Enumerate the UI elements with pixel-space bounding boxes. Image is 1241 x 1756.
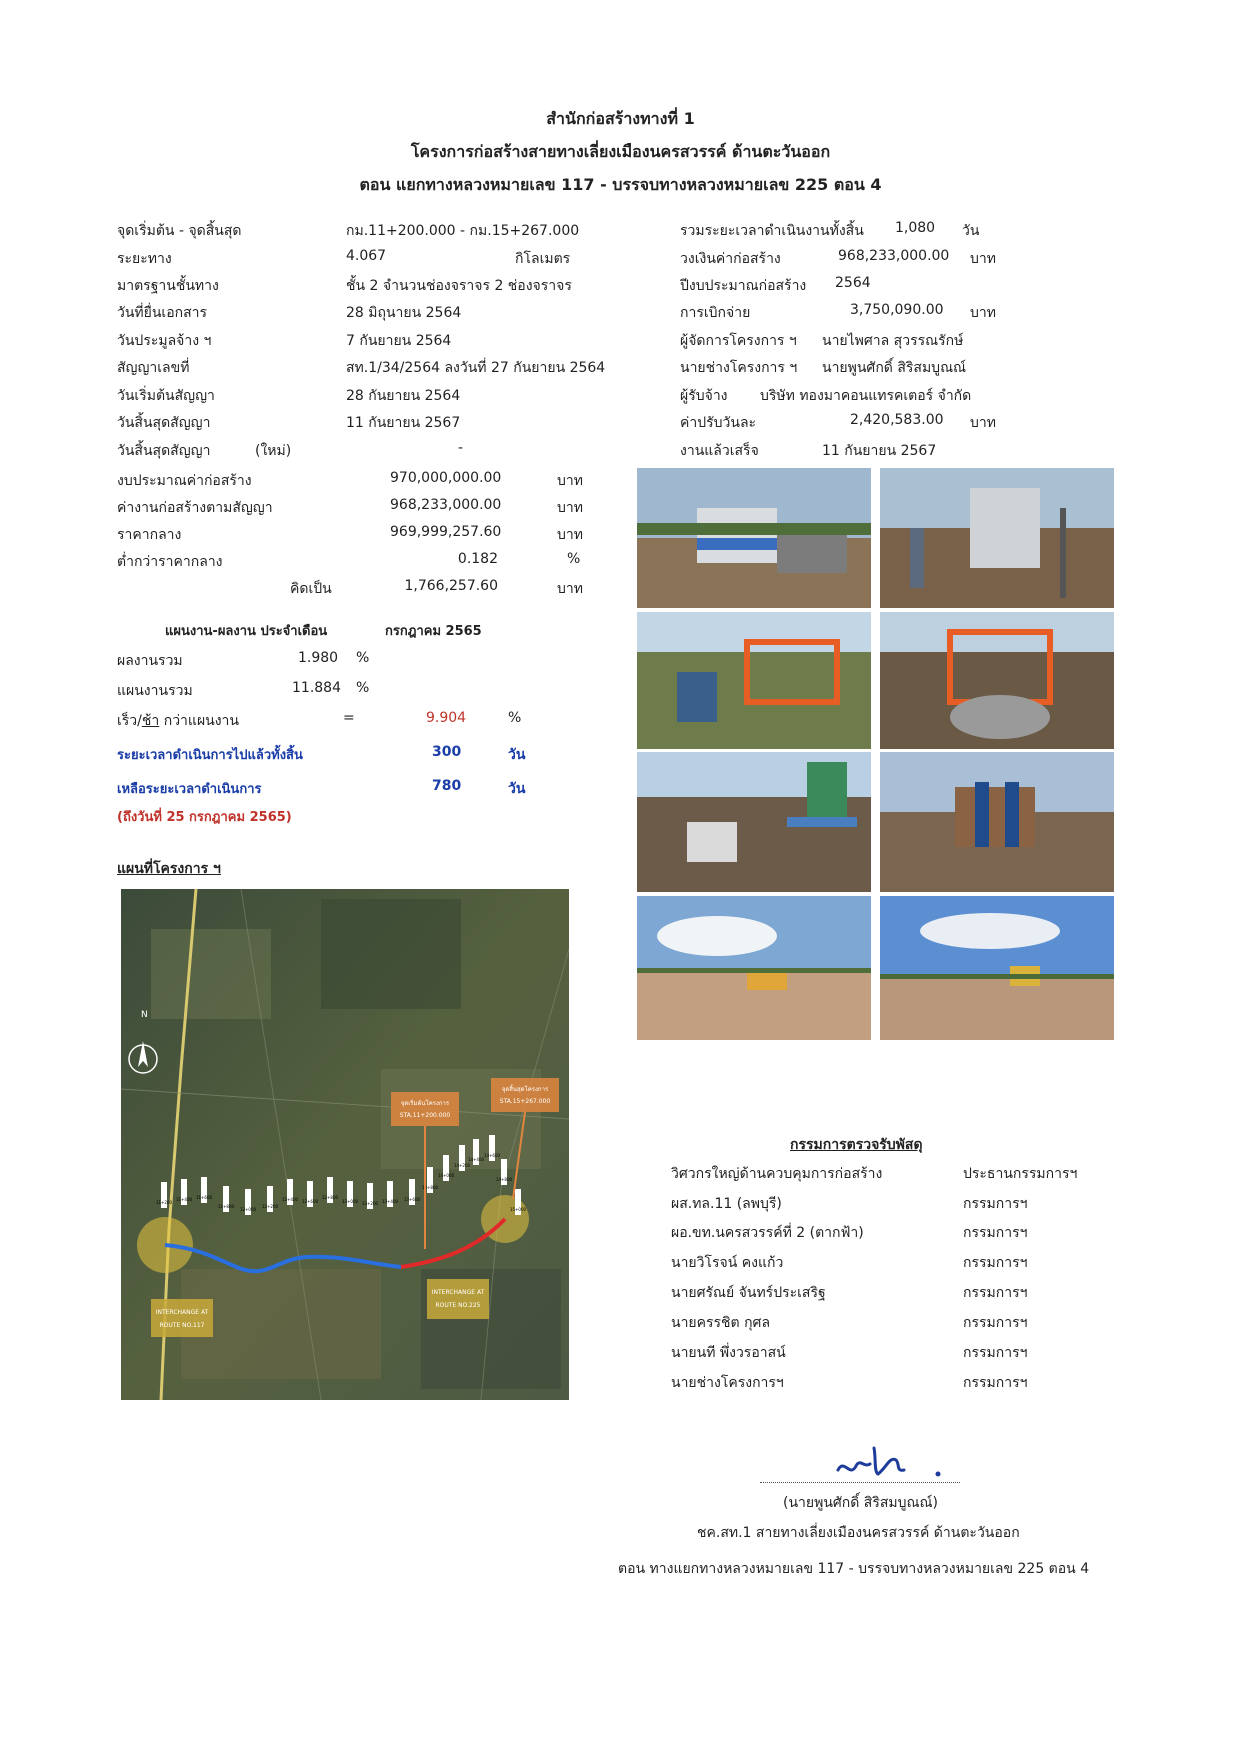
kp-label: 11+200 — [155, 1200, 173, 1205]
committee-role: กรรมการฯ — [963, 1225, 1028, 1241]
map-interchange-225-1: INTERCHANGE AT — [431, 1289, 485, 1296]
committee-member: นายศรัณย์ จันทร์ประเสริฐ — [671, 1285, 826, 1301]
kp-label: 14+400 — [467, 1157, 485, 1162]
diff-unit: % — [508, 710, 522, 726]
info-label: นายช่างโครงการ ฯ — [680, 360, 798, 376]
info-label: ปีงบประมาณก่อสร้าง — [680, 278, 807, 294]
budget-unit: บาท — [557, 473, 583, 489]
signatory-name: (นายพูนศักดิ์ สิริสมบูณณ์) — [783, 1495, 938, 1511]
kp-label: 13+600 — [403, 1197, 421, 1202]
info-value: ชั้น 2 จำนวนช่องจราจร 2 ช่องจราจร — [346, 278, 572, 294]
header-title-1: สำนักก่อสร้างทางที่ 1 — [546, 109, 695, 128]
committee-role: กรรมการฯ — [963, 1255, 1028, 1271]
info-value: 11 กันยายน 2567 — [346, 415, 461, 431]
info-value: นายไพศาล สุวรรณรักษ์ — [822, 333, 964, 349]
budget-value: 968,233,000.00 — [390, 497, 502, 513]
as-of-date: (ถึงวันที่ 25 กรกฎาคม 2565) — [117, 810, 292, 825]
info-value: นายพูนศักดิ์ สิริสมบูณณ์ — [822, 360, 967, 376]
info-label-new: (ใหม่) — [255, 443, 292, 459]
progress-month: กรกฎาคม 2565 — [385, 624, 482, 639]
info-unit: วัน — [962, 223, 980, 239]
info-label: ค่าปรับวันละ — [680, 415, 757, 431]
info-value: 7 กันยายน 2564 — [346, 333, 452, 349]
info-label: วันที่ยื่นเอกสาร — [117, 305, 208, 321]
info-value: 11 กันยายน 2567 — [822, 443, 937, 459]
kp-label: 14+000 — [437, 1173, 455, 1178]
budget-label: ราคากลาง — [117, 527, 182, 543]
kp-label: 14+600 — [483, 1153, 501, 1158]
info-value: บริษัท ทองมาคอนแทรคเตอร์ จำกัด — [760, 388, 972, 404]
committee-member: วิศวกรใหญ่ด้านควบคุมการก่อสร้าง — [671, 1166, 883, 1182]
map-interchange-117-2: ROUTE NO.117 — [159, 1322, 205, 1329]
committee-member: นายครรชิต กุศล — [671, 1315, 771, 1331]
map-heading: แผนที่โครงการ ฯ — [117, 861, 221, 877]
info-value: 968,233,000.00 — [838, 248, 950, 264]
construction-photo — [880, 896, 1114, 1040]
remaining-label: เหลือระยะเวลาดำเนินการ — [117, 782, 262, 797]
elapsed-unit: วัน — [508, 747, 526, 763]
signature-line — [760, 1482, 960, 1483]
budget-unit: บาท — [557, 500, 583, 516]
header-title-3: ตอน แยกทางหลวงหมายเลข 117 - บรรจบทางหลวงหมายเลข 225 ตอน 4 — [359, 175, 882, 194]
header-title-2: โครงการก่อสร้างสายทางเลี่ยงเมืองนครสวรรค์ ด้านตะวันออก — [410, 142, 831, 161]
committee-role: กรรมการฯ — [963, 1285, 1028, 1301]
kp-label: 13+000 — [341, 1199, 359, 1204]
info-value: 3,750,090.00 — [850, 302, 944, 318]
kp-label: 12+800 — [321, 1195, 339, 1200]
info-label: วันเริ่มต้นสัญญา — [117, 388, 215, 404]
construction-photo — [637, 896, 871, 1040]
kp-label: 12+000 — [239, 1207, 257, 1212]
actual-value: 1.980 — [298, 650, 339, 666]
plan-value: 11.884 — [292, 680, 341, 696]
kp-label: 13+400 — [381, 1199, 399, 1204]
info-value: 1,080 — [895, 220, 936, 236]
kp-label: 14+800 — [495, 1177, 513, 1182]
budget-unit: บาท — [557, 581, 583, 597]
info-label: วันประมูลจ้าง ฯ — [117, 333, 212, 349]
info-unit: บาท — [970, 251, 996, 267]
info-unit: กิโลเมตร — [515, 251, 571, 267]
construction-photo — [637, 752, 871, 892]
map-end-label-1: จุดสิ้นสุดโครงการ — [501, 1086, 549, 1093]
budget-label: ค่างานก่อสร้างตามสัญญา — [117, 500, 273, 516]
info-label: ผู้รับจ้าง — [680, 388, 728, 404]
signatory-position: ชค.สท.1 สายทางเลี่ยงเมืองนครสวรรค์ ด้านตะวันออก — [697, 1525, 1020, 1541]
map-interchange-225-2: ROUTE NO.225 — [435, 1302, 481, 1309]
north-label: N — [141, 1010, 148, 1020]
committee-role: ประธานกรรมการฯ — [963, 1166, 1078, 1182]
diff-value: 9.904 — [426, 710, 467, 726]
committee-role: กรรมการฯ — [963, 1375, 1028, 1391]
construction-photo — [637, 468, 871, 608]
info-label: สัญญาเลขที่ — [117, 360, 190, 376]
progress-heading: แผนงาน-ผลงาน ประจำเดือน — [165, 624, 328, 639]
kp-label: 13+800 — [421, 1185, 439, 1190]
committee-role: กรรมการฯ — [963, 1345, 1028, 1361]
info-label: จุดเริ่มต้น - จุดสิ้นสุด — [117, 223, 242, 239]
budget-value: 970,000,000.00 — [390, 470, 502, 486]
info-label: งานแล้วเสร็จ — [680, 443, 759, 459]
info-value: 2,420,583.00 — [850, 412, 944, 428]
info-value: สท.1/34/2564 ลงวันที่ 27 กันยายน 2564 — [346, 360, 606, 376]
handwritten-signature — [830, 1428, 950, 1488]
kp-label: 14+200 — [453, 1163, 471, 1168]
budget-label: งบประมาณค่าก่อสร้าง — [117, 473, 252, 489]
elapsed-value: 300 — [432, 744, 462, 760]
info-label: วันสิ้นสุดสัญญา — [117, 415, 211, 431]
plan-label: แผนงานรวม — [117, 683, 193, 699]
kp-label: 15+000 — [509, 1207, 527, 1212]
info-value: กม.11+200.000 - กม.15+267.000 — [346, 223, 580, 239]
map-start-label-1: จุดเริ่มต้นโครงการ — [400, 1100, 450, 1107]
budget-label: ต่ำกว่าราคากลาง — [117, 554, 223, 570]
info-value: 28 มิถุนายน 2564 — [346, 305, 462, 321]
info-label: ระยะทาง — [117, 251, 172, 267]
map-end-label-2: STA.15+267.000 — [499, 1098, 551, 1105]
info-value: 28 กันยายน 2564 — [346, 388, 461, 404]
construction-photo — [880, 752, 1114, 892]
committee-member: นายนที พึ่งวรอาสน์ — [671, 1345, 786, 1361]
diff-label: เร็ว/ช้า กว่าแผนงาน — [117, 713, 239, 729]
budget-value: 969,999,257.60 — [390, 524, 502, 540]
construction-photo — [880, 468, 1114, 608]
info-label: มาตรฐานชั้นทาง — [117, 278, 219, 294]
kp-label: 12+200 — [261, 1204, 279, 1209]
map-interchange-117-1: INTERCHANGE AT — [155, 1309, 209, 1316]
committee-role: กรรมการฯ — [963, 1196, 1028, 1212]
budget-unit: บาท — [557, 527, 583, 543]
budget-value: 0.182 — [457, 551, 498, 567]
remaining-value: 780 — [432, 778, 462, 794]
committee-heading: กรรมการตรวจรับพัสดุ — [790, 1137, 923, 1153]
kp-label: 11+400 — [175, 1197, 193, 1202]
info-unit: บาท — [970, 415, 996, 431]
info-unit: บาท — [970, 305, 996, 321]
kp-label: 11+600 — [195, 1195, 213, 1200]
info-value: - — [458, 440, 464, 456]
construction-photo — [880, 612, 1114, 749]
info-label: ผู้จัดการโครงการ ฯ — [680, 333, 797, 349]
kp-label: 12+600 — [301, 1199, 319, 1204]
committee-member: นายช่างโครงการฯ — [671, 1375, 784, 1391]
map-start-label-2: STA.11+200.000 — [399, 1112, 451, 1119]
signatory-section: ตอน ทางแยกทางหลวงหมายเลข 117 - บรรจบทางหลวงหมายเลข 225 ตอน 4 — [618, 1561, 1090, 1577]
plan-unit: % — [356, 680, 370, 696]
committee-member: ผส.ทล.11 (ลพบุรี) — [671, 1196, 782, 1212]
actual-unit: % — [356, 650, 370, 666]
info-value: 2564 — [835, 275, 871, 291]
committee-role: กรรมการฯ — [963, 1315, 1028, 1331]
info-label: วันสิ้นสุดสัญญา — [117, 443, 211, 459]
diff-equals: = — [343, 710, 355, 726]
project-map — [121, 889, 569, 1400]
remaining-unit: วัน — [508, 781, 526, 797]
construction-photo — [637, 612, 871, 749]
kp-label: 12+400 — [281, 1197, 299, 1202]
committee-member: ผอ.ขท.นครสวรรค์ที่ 2 (ตากฟ้า) — [671, 1225, 864, 1241]
info-label: รวมระยะเวลาดำเนินงานทั้งสิ้น — [680, 223, 864, 239]
committee-member: นายวิโรจน์ คงแก้ว — [671, 1255, 784, 1271]
kp-label: 13+200 — [361, 1201, 379, 1206]
info-value: 4.067 — [346, 248, 387, 264]
budget-label: คิดเป็น — [290, 581, 332, 597]
actual-label: ผลงานรวม — [117, 653, 183, 669]
budget-unit: % — [567, 551, 581, 567]
kp-label: 11+800 — [217, 1204, 235, 1209]
info-label: วงเงินค่าก่อสร้าง — [680, 251, 781, 267]
budget-value: 1,766,257.60 — [404, 578, 498, 594]
elapsed-label: ระยะเวลาดำเนินการไปแล้วทั้งสิ้น — [117, 748, 303, 763]
info-label: การเบิกจ่าย — [680, 305, 751, 321]
